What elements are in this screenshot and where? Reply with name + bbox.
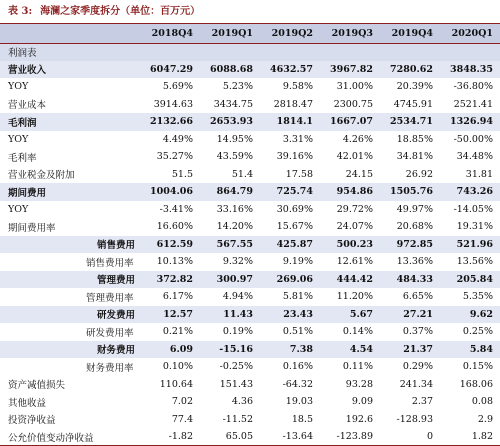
caption-title: 海澜之家季度拆分（单位：百万元）: [40, 6, 201, 17]
cell: 77.4: [171, 413, 193, 425]
cell: 0.29%: [402, 361, 433, 373]
cell: 39.16%: [276, 151, 313, 163]
cell: 864.79: [200, 183, 260, 201]
cell: 0.37%: [402, 326, 433, 338]
cell: 2534.71: [380, 113, 440, 131]
cell: 9.58%: [282, 81, 313, 93]
cell: 5.23%: [222, 81, 253, 93]
cell: 33.16%: [216, 203, 253, 215]
table-row: [0, 428, 500, 446]
cell: 0.11%: [342, 361, 373, 373]
header-blank: [0, 24, 140, 44]
cell: -0.25%: [219, 361, 253, 373]
cell: 0.08: [471, 396, 493, 408]
row-label: 管理费用率: [86, 292, 134, 304]
row-label: 营业收入: [0, 61, 140, 79]
cell: 15.67%: [276, 221, 313, 233]
cell: 6088.68: [200, 61, 260, 79]
column-header: 2020Q1: [440, 24, 500, 44]
header-row: [0, 24, 500, 44]
cell: -50.00%: [453, 133, 493, 145]
cell: 9.09: [351, 396, 373, 408]
cell: 65.05: [200, 428, 260, 446]
cell: 27.21: [380, 306, 440, 324]
cell: 51.5: [171, 168, 193, 180]
row-label: YOY: [8, 81, 29, 93]
cell: 23.43: [260, 306, 320, 324]
table-row: [0, 96, 500, 114]
table-row: [0, 78, 500, 96]
table-row: [0, 393, 500, 411]
table-row: [0, 236, 500, 254]
cell: 205.84: [440, 271, 500, 289]
cell: 9.32%: [222, 256, 253, 268]
cell: 0.51%: [282, 326, 313, 338]
cell: 18.85%: [396, 133, 433, 145]
cell: 425.87: [260, 236, 320, 254]
cell: 1814.1: [260, 113, 320, 131]
row-label: 期间费用率: [8, 222, 56, 234]
row-label: 资产减值损失: [8, 380, 66, 392]
cell: 5.81%: [282, 291, 313, 303]
cell: 43.59%: [216, 151, 253, 163]
cell: 4.26%: [342, 133, 373, 145]
row-label: 销售费用率: [86, 257, 134, 269]
table-row: [0, 61, 500, 79]
row-label: 管理费用: [0, 271, 140, 289]
row-label: 公允价值变动净收益: [0, 428, 140, 446]
row-label: 其他收益: [8, 397, 47, 409]
cell: -14.05%: [453, 203, 493, 215]
cell: -11.52: [222, 413, 253, 425]
cell: 484.33: [380, 271, 440, 289]
cell: 3434.75: [213, 98, 253, 110]
row-label: 财务费用率: [86, 362, 134, 374]
cell: 49.97%: [396, 203, 433, 215]
table-row: [0, 288, 500, 306]
cell: 151.43: [219, 378, 253, 390]
cell: 7.38: [260, 341, 320, 359]
table-row: [0, 218, 500, 236]
cell: 29.72%: [336, 203, 373, 215]
cell: 7.02: [171, 396, 193, 408]
cell: 17.58: [285, 168, 313, 180]
cell: -3.41%: [159, 203, 193, 215]
cell: -123.89: [320, 428, 380, 446]
cell: 1667.07: [320, 113, 380, 131]
row-label: 营业税金及附加: [8, 170, 75, 182]
cell: 3914.63: [153, 98, 193, 110]
cell: 7280.62: [380, 61, 440, 79]
cell: 34.81%: [396, 151, 433, 163]
cell: 521.96: [440, 236, 500, 254]
cell: 42.01%: [336, 151, 373, 163]
cell: 24.15: [345, 168, 373, 180]
cell: 0.15%: [462, 361, 493, 373]
cell: 19.03: [285, 396, 313, 408]
cell: 0.14%: [342, 326, 373, 338]
cell: 954.86: [320, 183, 380, 201]
row-label: 研发费用: [0, 306, 140, 324]
cell: 18.5: [291, 413, 313, 425]
cell: 31.00%: [336, 81, 373, 93]
row-label: YOY: [8, 203, 29, 215]
cell: 6.09: [140, 341, 200, 359]
column-header: 2019Q4: [380, 24, 440, 44]
cell: 5.35%: [462, 291, 493, 303]
row-label: 投资净收益: [8, 415, 56, 427]
cell: 0.21%: [162, 326, 193, 338]
cell: 4.54: [320, 341, 380, 359]
cell: 26.92: [405, 168, 433, 180]
cell: 14.95%: [216, 133, 253, 145]
table-row: [0, 201, 500, 219]
cell: -15.16: [200, 341, 260, 359]
cell: 16.60%: [156, 221, 193, 233]
cell: -13.64: [260, 428, 320, 446]
cell: 269.06: [260, 271, 320, 289]
cell: 31.81: [465, 168, 493, 180]
cell: 34.48%: [456, 151, 493, 163]
table-row: [0, 376, 500, 394]
cell: 1004.06: [140, 183, 200, 201]
table-row: [0, 166, 500, 184]
cell: 2521.41: [453, 98, 493, 110]
row-label: 营业成本: [8, 100, 47, 112]
cell: 372.82: [140, 271, 200, 289]
cell: 1326.94: [440, 113, 500, 131]
row-label: 毛利润: [0, 113, 140, 131]
cell: 3967.82: [320, 61, 380, 79]
cell: 2.9: [477, 413, 493, 425]
cell: 4.49%: [162, 133, 193, 145]
cell: 3848.35: [440, 61, 500, 79]
column-header: 2019Q1: [200, 24, 260, 44]
cell: 972.85: [380, 236, 440, 254]
cell: 2300.75: [333, 98, 373, 110]
cell: 12.61%: [336, 256, 373, 268]
cell: 12.57: [140, 306, 200, 324]
cell: 13.56%: [456, 256, 493, 268]
cell: 6.17%: [162, 291, 193, 303]
cell: 2653.93: [200, 113, 260, 131]
table-row: [0, 131, 500, 149]
cell: 2818.47: [273, 98, 313, 110]
cell: 4.94%: [222, 291, 253, 303]
cell: 35.27%: [156, 151, 193, 163]
cell: 0.10%: [162, 361, 193, 373]
table-row: [0, 341, 500, 359]
cell: 300.97: [200, 271, 260, 289]
cell: 743.26: [440, 183, 500, 201]
cell: 2132.66: [140, 113, 200, 131]
table-row: [0, 411, 500, 429]
cell: 30.69%: [276, 203, 313, 215]
table-row: [0, 148, 500, 166]
table-row: [0, 183, 500, 201]
cell: 0.16%: [282, 361, 313, 373]
row-label: 期间费用: [0, 183, 140, 201]
table-row: [0, 253, 500, 271]
cell: 5.67: [320, 306, 380, 324]
cell: 9.19%: [282, 256, 313, 268]
cell: 6.65%: [402, 291, 433, 303]
cell: 0.25%: [462, 326, 493, 338]
table-row: [0, 358, 500, 376]
cell: -128.93: [396, 413, 433, 425]
cell: 192.6: [345, 413, 373, 425]
row-label: YOY: [8, 133, 29, 145]
cell: 51.4: [231, 168, 253, 180]
cell: 168.06: [459, 378, 493, 390]
cell: 20.68%: [396, 221, 433, 233]
cell: 5.69%: [162, 81, 193, 93]
cell: -36.80%: [453, 81, 493, 93]
cell: 11.20%: [336, 291, 373, 303]
cell: 11.43: [200, 306, 260, 324]
cell: 24.07%: [336, 221, 373, 233]
cell: 444.42: [320, 271, 380, 289]
column-header: 2019Q3: [320, 24, 380, 44]
cell: 14.20%: [216, 221, 253, 233]
cell: 2.37: [411, 396, 433, 408]
cell: 21.37: [380, 341, 440, 359]
row-label: 销售费用: [0, 236, 140, 254]
cell: 3.31%: [282, 133, 313, 145]
cell: 725.74: [260, 183, 320, 201]
column-header: 2018Q4: [140, 24, 200, 44]
table-row: [0, 323, 500, 341]
cell: -64.32: [282, 378, 313, 390]
cell: 241.34: [399, 378, 433, 390]
financial-table: [0, 24, 500, 446]
section-row: [0, 44, 500, 61]
cell: 110.64: [159, 378, 193, 390]
table-caption: [0, 0, 500, 24]
cell: 19.31%: [456, 221, 493, 233]
cell: 4632.57: [260, 61, 320, 79]
cell: 93.28: [345, 378, 373, 390]
cell: 13.36%: [396, 256, 433, 268]
cell: 5.84: [440, 341, 500, 359]
cell: 0: [380, 428, 440, 446]
column-header: 2019Q2: [260, 24, 320, 44]
cell: 567.55: [200, 236, 260, 254]
cell: 20.39%: [396, 81, 433, 93]
cell: 10.13%: [156, 256, 193, 268]
cell: 6047.29: [140, 61, 200, 79]
section-label: 利润表: [0, 44, 500, 61]
cell: 4.36: [231, 396, 253, 408]
cell: 1505.76: [380, 183, 440, 201]
table-row: [0, 113, 500, 131]
row-label: 毛利率: [8, 152, 37, 164]
cell: 0.19%: [222, 326, 253, 338]
caption-prefix: 表 3:: [8, 6, 33, 17]
table-row: [0, 306, 500, 324]
row-label: 财务费用: [0, 341, 140, 359]
cell: 1.82: [440, 428, 500, 446]
cell: -1.82: [140, 428, 200, 446]
cell: 9.62: [440, 306, 500, 324]
cell: 612.59: [140, 236, 200, 254]
table-row: [0, 271, 500, 289]
cell: 4745.91: [393, 98, 433, 110]
cell: 500.23: [320, 236, 380, 254]
row-label: 研发费用率: [86, 327, 134, 339]
